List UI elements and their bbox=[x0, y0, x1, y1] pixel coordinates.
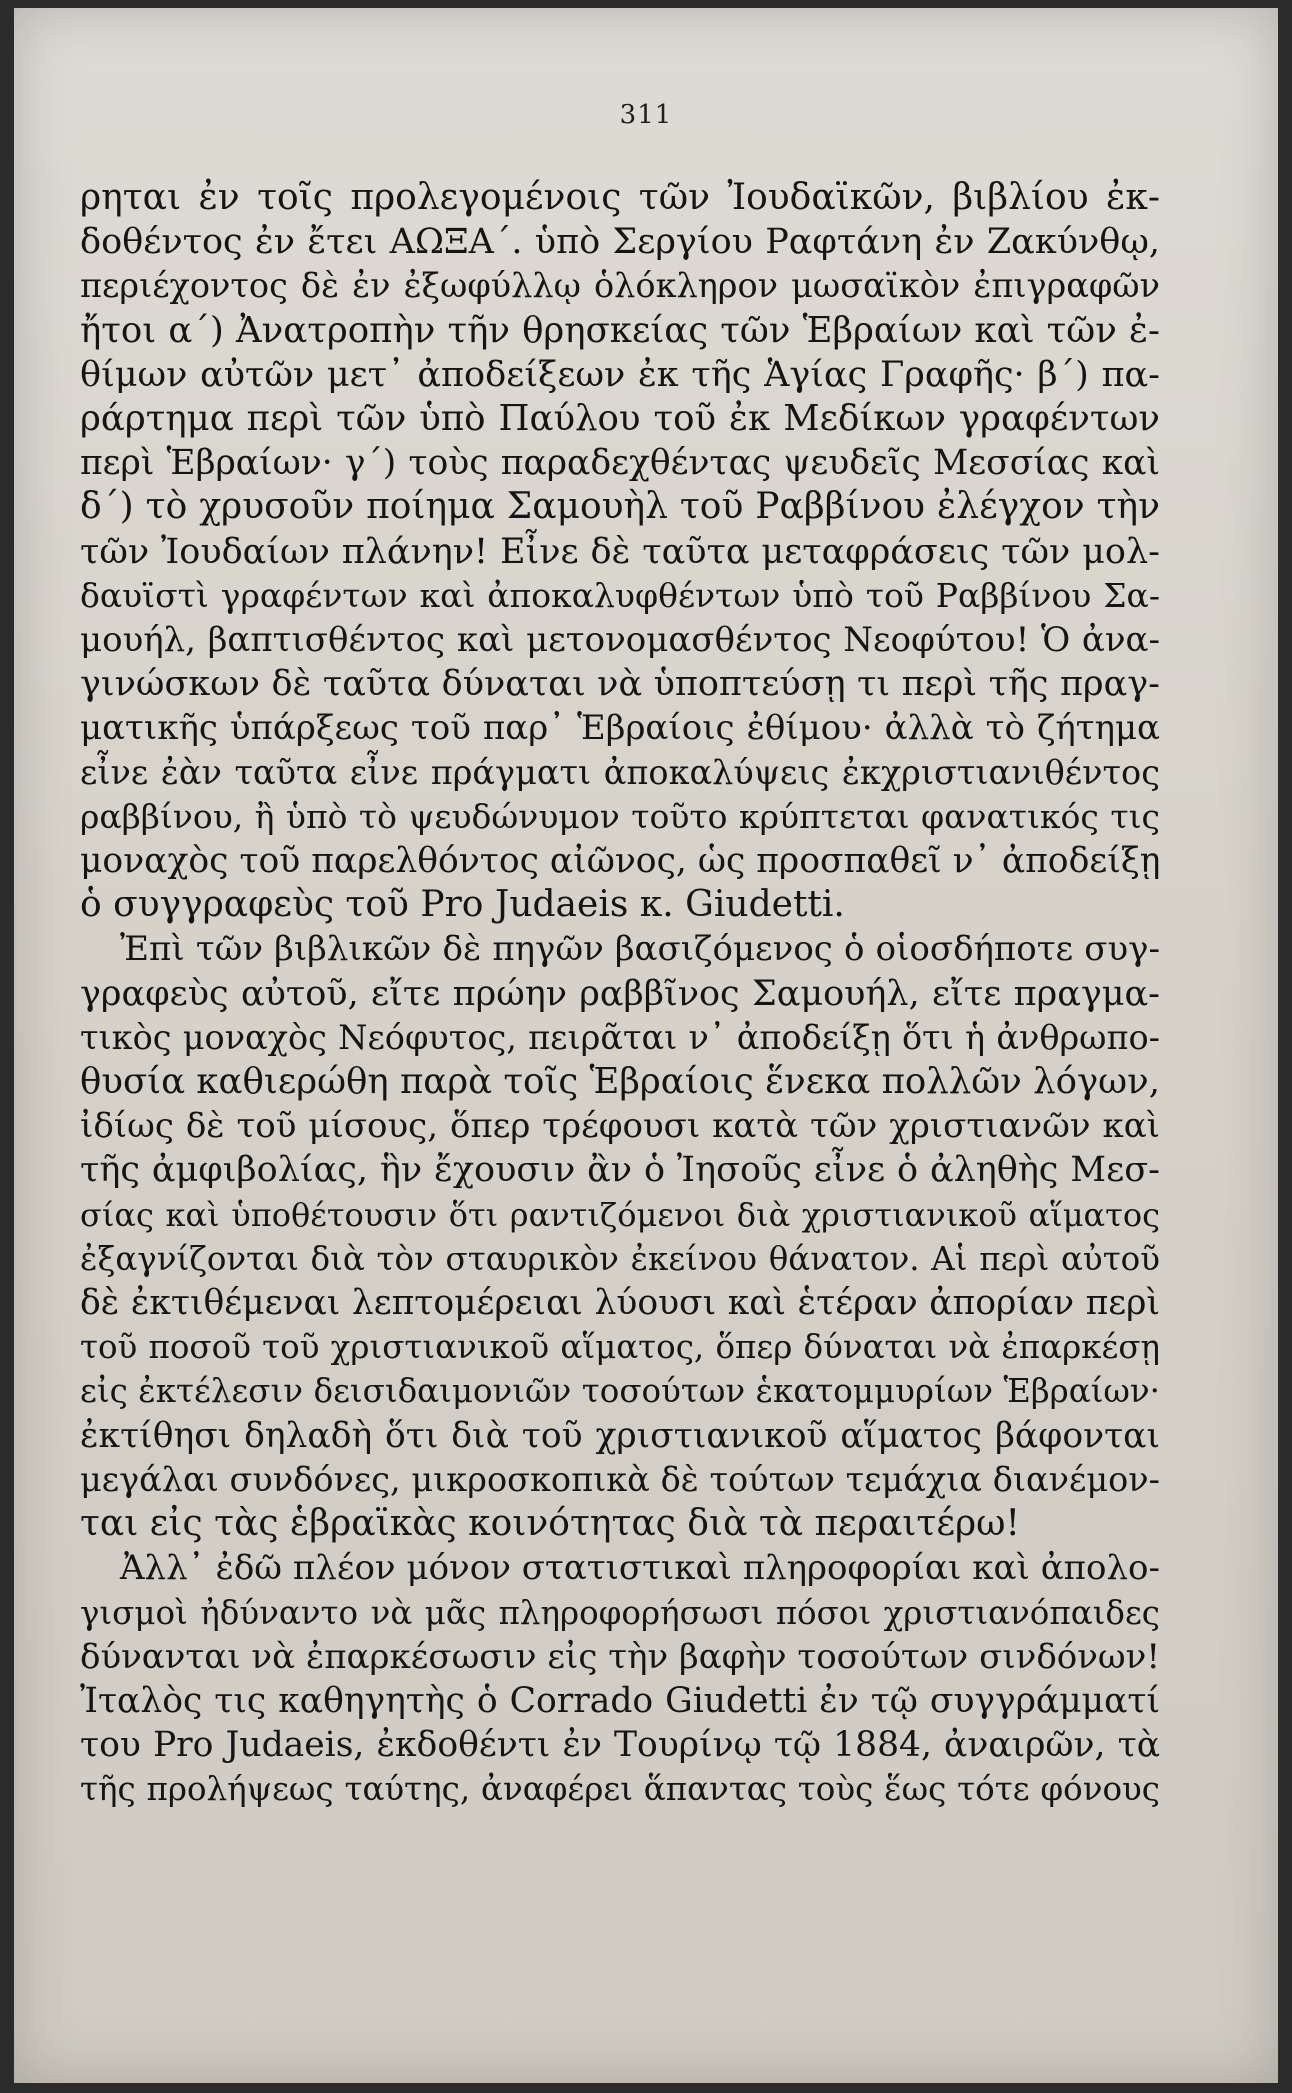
text-line: ραββίνου, ἢ ὑπὸ τὸ ψευδώνυμον τοῦτο κρύπτεται φανατικός τις bbox=[80, 796, 1160, 836]
text-line: τικὸς μοναχὸς Νεόφυτος, πειρᾶται ν᾿ ἀποδείξῃ ὅτι ἡ ἀνθρωπο- bbox=[80, 1017, 1160, 1057]
text-line: σίας καὶ ὑποθέτουσιν ὅτι ραντιζόμενοι διὰ χριστιανικοῦ αἵματος bbox=[80, 1195, 1160, 1234]
book-page bbox=[14, 8, 1278, 2083]
text-line: ται εἰς τὰς ἑβραϊκὰς κοινότητας διὰ τὰ περαιτέρω! bbox=[80, 1503, 1020, 1545]
text-line: ράρτημα περὶ τῶν ὑπὸ Παύλου τοῦ ἐκ Μεδίκων γραφέντων bbox=[80, 398, 1160, 440]
text-line: ἤτοι α΄) Ἀνατροπὴν τῆν θρησκείας τῶν Ἑβραίων καὶ τῶν ἐ- bbox=[80, 309, 1160, 351]
text-line: θίμων αὐτῶν μετ᾿ ἀποδείξεων ἐκ τῆς Ἁγίας Γραφῆς· β΄) πα- bbox=[80, 354, 1160, 395]
text-line: μοναχὸς τοῦ παρελθόντος αἰῶνος, ὡς προσπαθεῖ ν᾿ ἀποδείξῃ bbox=[80, 841, 1161, 882]
text-line: τῆς προλήψεως ταύτης, ἀναφέρει ἅπαντας τοὺς ἕως τότε φόνους bbox=[80, 1770, 1160, 1809]
text-line: γινώσκων δὲ ταῦτα δύναται νὰ ὑποπτεύσῃ τι περὶ τῆς πραγ- bbox=[80, 664, 1160, 705]
text-line: εἰς ἐκτέλεσιν δεισιδαιμονιῶν τοσούτων ἑκατομμυρίων Ἑβραίων· bbox=[80, 1372, 1160, 1411]
text-line: περὶ Ἑβραίων· γ΄) τοὺς παραδεχθέντας ψευδεῖς Μεσσίας καὶ bbox=[80, 443, 1160, 484]
page-number: 311 bbox=[619, 100, 673, 130]
text-line: θυσία καθιερώθη παρὰ τοῖς Ἑβραίοις ἕνεκα πολλῶν λόγων, bbox=[80, 1061, 1160, 1103]
text-line: δοθέντος ἐν ἔτει ΑΩΞΑ΄. ὑπὸ Σεργίου Ραφτάνη ἐν Ζακύνθῳ, bbox=[80, 222, 1160, 263]
text-line: δ΄) τὸ χρυσοῦν ποίημα Σαμουὴλ τοῦ Ραββίνου ἐλέγχον τὴν bbox=[80, 486, 1160, 528]
text-line: τῆς ἀμφιβολίας, ἣν ἔχουσιν ἂν ὁ Ἰησοῦς εἶνε ὁ ἀληθὴς Μεσ- bbox=[80, 1150, 1160, 1191]
body-text bbox=[80, 176, 1160, 1812]
text-line: εἶνε ἐὰν ταῦτα εἶνε πράγματι ἀποκαλύψεις ἐκχριστιανιθέντος bbox=[80, 752, 1160, 792]
text-line: γισμοὶ ἠδύναντο νὰ μᾶς πληροφορήσωσι πόσοι χριστιανόπαιδες bbox=[80, 1593, 1160, 1632]
text-line: Ἐπὶ τῶν βιβλικῶν δὲ πηγῶν βασιζόμενος ὁ οἱοσδήποτε συγ- bbox=[120, 929, 1160, 970]
text-line: περιέχοντος δὲ ἐν ἐξωφύλλῳ ὁλόκληρον μωσαϊκὸν ἐπιγραφῶν bbox=[80, 266, 1160, 306]
text-line: ἐξαγνίζονται διὰ τὸν σταυρικὸν ἐκείνου θάνατον. Αἱ περὶ αὐτοῦ bbox=[80, 1239, 1160, 1278]
text-line: τῶν Ἰουδαίων πλάνην! Εἶνε δὲ ταῦτα μεταφράσεις τῶν μολ- bbox=[80, 531, 1160, 572]
text-line: ματικῆς ὑπάρξεως τοῦ παρ᾿ Ἑβραίοις ἐθίμου· ἀλλὰ τὸ ζήτημα bbox=[80, 708, 1160, 749]
text-line: δύνανται νὰ ἐπαρκέσωσιν εἰς τὴν βαφὴν τοσούτων σινδόνων! bbox=[80, 1636, 1160, 1677]
text-line: Ἰταλὸς τις καθηγητὴς ὁ Corrado Giudetti ἐν τῷ συγγράμματί bbox=[80, 1680, 1160, 1721]
text-line: δὲ ἐκτιθέμεναι λεπτομέρειαι λύουσι καὶ ἑτέραν ἀπορίαν περὶ bbox=[80, 1283, 1160, 1324]
text-line: ἐκτίθησι δηλαδὴ ὅτι διὰ τοῦ χριστιανικοῦ αἵματος βάφονται bbox=[80, 1415, 1160, 1456]
text-line: τοῦ ποσοῦ τοῦ χριστιανικοῦ αἵματος, ὅπερ δύναται νὰ ἐπαρκέσῃ bbox=[80, 1328, 1160, 1367]
text-line: Ἀλλ᾿ ἐδῶ πλέον μόνον στατιστικαὶ πληροφορίαι καὶ ἀπολο- bbox=[120, 1548, 1160, 1589]
text-line: του Pro Judaeis, ἐκδοθέντι ἐν Τουρίνῳ τῷ 1884, ἀναιρῶν, τὰ bbox=[80, 1725, 1160, 1766]
text-line: γραφεὺς αὐτοῦ, εἴτε πρώην ραββῖνος Σαμουήλ, εἴτε πραγμα- bbox=[80, 973, 1160, 1014]
text-line: ἰδίως δὲ τοῦ μίσους, ὅπερ τρέφουσι κατὰ τῶν χριστιανῶν καὶ bbox=[80, 1106, 1160, 1147]
text-line: ὁ συγγραφεὺς τοῦ Pro Judaeis κ. Giudetti. bbox=[80, 884, 845, 926]
text-line: δαυϊστὶ γραφέντων καὶ ἀποκαλυφθέντων ὑπὸ τοῦ Ραββίνου Σα- bbox=[80, 575, 1160, 615]
text-line: ρηται ἐν τοῖς προλεγομένοις τῶν Ἰουδαϊκῶν, βιβλίου ἐκ- bbox=[80, 177, 1160, 218]
text-line: μουήλ, βαπτισθέντος καὶ μετονομασθέντος Νεοφύτου! Ὁ ἀνα- bbox=[80, 620, 1160, 661]
text-line: μεγάλαι συνδόνες, μικροσκοπικὰ δὲ τούτων τεμάχια διανέμον- bbox=[80, 1459, 1160, 1499]
